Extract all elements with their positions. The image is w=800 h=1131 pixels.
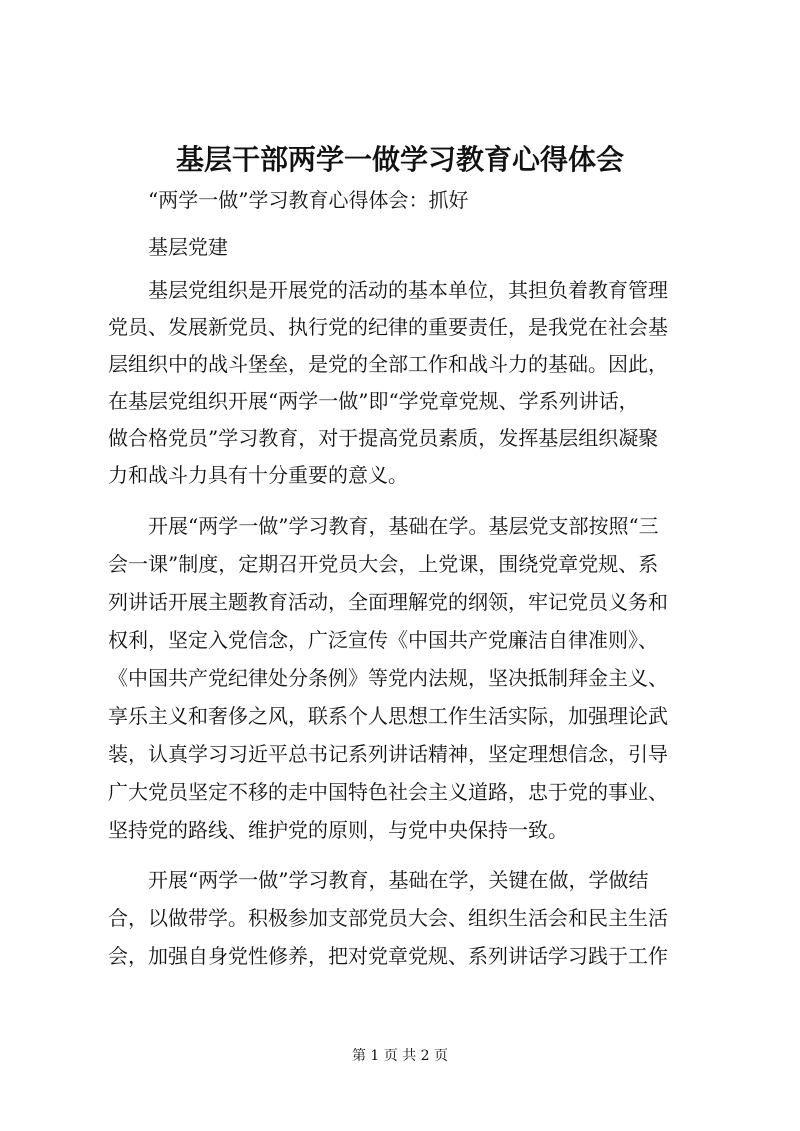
paragraph-line: 层组织中的战斗堡垒，是党的全部工作和战斗力的基础。因此， bbox=[108, 352, 668, 376]
paragraph-line: 开展“两学一做”学习教育，基础在学，关键在做，学做结 bbox=[148, 868, 649, 892]
paragraph-line: 广大党员坚定不移的走中国特色社会主义道路，忠于党的事业、 bbox=[108, 780, 668, 804]
paragraph-line: 基层党组织是开展党的活动的基本单位，其担负着教育管理 bbox=[148, 278, 668, 302]
document-title: 基层干部两学一做学习教育心得体会 bbox=[175, 143, 624, 176]
subtitle-line: “两学一做”学习教育心得体会：抓好 bbox=[148, 188, 469, 212]
paragraph-line: 力和战斗力具有十分重要的意义。 bbox=[108, 463, 408, 487]
subtitle-line: 基层党建 bbox=[148, 235, 228, 259]
paragraph-line: 权利，坚定入党信念，广泛宣传《中国共产党廉洁自律准则》、 bbox=[108, 628, 658, 652]
paragraph-line: 坚持党的路线、维护党的原则，与党中央保持一致。 bbox=[108, 818, 568, 842]
paragraph-line: 装，认真学习习近平总书记系列讲话精神，坚定理想信念，引导 bbox=[108, 742, 668, 766]
page-number-footer: 第 1 页 共 2 页 bbox=[351, 1048, 449, 1064]
paragraph-line: 合，以做带学。积极参加支部党员大会、组织生活会和民主生活 bbox=[108, 906, 668, 930]
paragraph-line: 享乐主义和奢侈之风，联系个人思想工作生活实际，加强理论武 bbox=[108, 704, 668, 728]
paragraph-line: 会一课”制度，定期召开党员大会，上党课，围绕党章党规、系 bbox=[108, 552, 659, 576]
paragraph-line: 《中国共产党纪律处分条例》等党内法规，坚决抵制拜金主义、 bbox=[108, 666, 668, 690]
paragraph-line: 会，加强自身党性修养，把对党章党规、系列讲话学习践于工作 bbox=[108, 944, 668, 968]
paragraph-line: 列讲话开展主题教育活动，全面理解党的纲领，牢记党员义务和 bbox=[108, 590, 668, 614]
paragraph-line: 开展“两学一做”学习教育，基础在学。基层党支部按照“三 bbox=[148, 514, 659, 538]
paragraph-line: 在基层党组织开展“两学一做”即“学党章党规、学系列讲话， bbox=[108, 389, 639, 413]
paragraph-line: 做合格党员”学习教育，对于提高党员素质，发挥基层组织凝聚 bbox=[108, 426, 659, 450]
paragraph-line: 党员、发展新党员、执行党的纪律的重要责任，是我党在社会基 bbox=[108, 315, 668, 339]
